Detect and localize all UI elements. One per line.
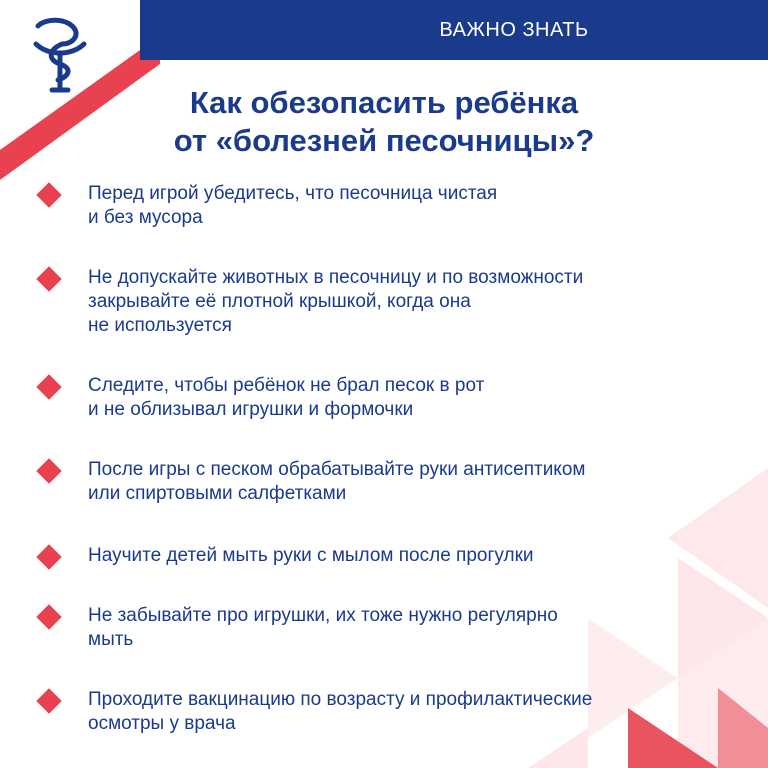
list-item-line: не используется — [88, 315, 232, 336]
list-item-line: и без мусора — [88, 207, 203, 228]
page-title — [0, 84, 768, 160]
diamond-bullet-icon — [36, 688, 61, 713]
list-item-line: Перед игрой убедитесь, что песочница чистая — [88, 183, 498, 204]
diamond-bullet-icon — [36, 374, 61, 399]
list-item-line: или спиртовыми салфетками — [88, 483, 347, 504]
list-item-line: закрывайте её плотной крышкой, когда она — [88, 291, 471, 312]
list-item-line: Проходите вакцинацию по возрасту и профилактические — [88, 689, 593, 710]
list-item-text — [88, 266, 738, 338]
list-item-line: мыть — [88, 629, 134, 650]
list-item-line: Не допускайте животных в песочницу и по возможности — [88, 267, 584, 288]
list-item-text — [88, 688, 738, 736]
list-item-line: осмотры у врача — [88, 713, 236, 734]
header-banner — [140, 0, 768, 60]
list-item-text — [88, 182, 738, 230]
diamond-bullet-icon — [36, 266, 61, 291]
list-item-line: Не забывайте про игрушки, их тоже нужно регулярно — [88, 605, 558, 626]
title-line-2: от «болезней песочницы»? — [173, 123, 595, 158]
diamond-bullet-icon — [36, 544, 61, 569]
list-item-text — [88, 374, 738, 422]
banner-label: ВАЖНО ЗНАТЬ — [439, 18, 589, 41]
diamond-bullet-icon — [36, 604, 61, 629]
list-item-text — [88, 544, 738, 568]
list-item-line: и не облизывал игрушки и формочки — [88, 399, 414, 420]
title-line-1: Как обезопасить ребёнка — [189, 85, 579, 120]
list-item-text — [88, 604, 738, 652]
list-item-line: После игры с песком обрабатывайте руки антисептиком — [88, 459, 586, 480]
list-item-line: Следите, чтобы ребёнок не брал песок в рот — [88, 375, 485, 396]
diamond-bullet-icon — [36, 458, 61, 483]
list-item-line: Научите детей мыть руки с мылом после прогулки — [88, 545, 534, 566]
list-item-text — [88, 458, 738, 506]
